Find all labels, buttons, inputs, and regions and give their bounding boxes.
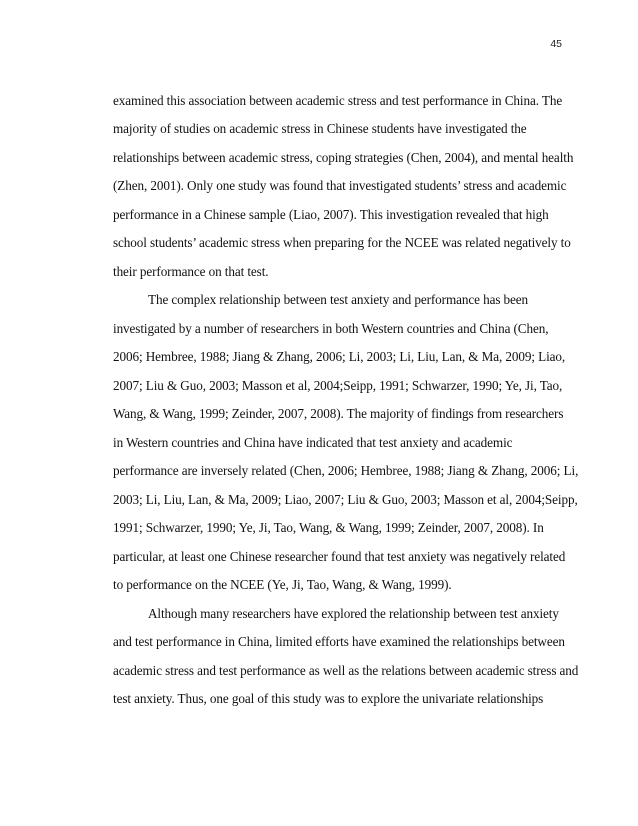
- text-line: and test performance in China, limited efforts have examined the relationships between: [113, 634, 565, 649]
- text-line: 2003; Li, Liu, Lan, & Ma, 2009; Liao, 2007; Liu & Guo, 2003; Masson et al, 2004;Seipp,: [113, 492, 578, 507]
- text-line: Although many researchers have explored the relationship between test anxiety: [148, 606, 559, 621]
- text-line: The complex relationship between test anxiety and performance has been: [148, 292, 529, 307]
- text-line: 2007; Liu & Guo, 2003; Masson et al, 2004;Seipp, 1991; Schwarzer, 1990; Ye, Ji, Tao,: [113, 378, 563, 393]
- page-number: 45: [550, 38, 562, 50]
- text-line: academic stress and test performance as well as the relations between academic stress and: [113, 663, 579, 678]
- text-line: in Western countries and China have indicated that test anxiety and academic: [113, 435, 513, 450]
- text-line: school students’ academic stress when preparing for the NCEE was related negatively to: [113, 235, 571, 250]
- text-line: Wang, & Wang, 1999; Zeinder, 2007, 2008). The majority of findings from researchers: [113, 406, 564, 421]
- text-line: majority of studies on academic stress in Chinese students have investigated the: [113, 121, 527, 136]
- text-line: particular, at least one Chinese researcher found that test anxiety was negatively related: [113, 549, 566, 564]
- text-line: 2006; Hembree, 1988; Jiang & Zhang, 2006; Li, 2003; Li, Liu, Lan, & Ma, 2009; Liao,: [113, 349, 566, 364]
- text-line: performance in a Chinese sample (Liao, 2007). This investigation revealed that high: [113, 207, 549, 222]
- text-line: relationships between academic stress, coping strategies (Chen, 2004), and mental health: [113, 150, 574, 165]
- text-line: their performance on that test.: [113, 264, 269, 279]
- text-line: test anxiety. Thus, one goal of this study was to explore the univariate relationships: [113, 691, 544, 706]
- text-line: 1991; Schwarzer, 1990; Ye, Ji, Tao, Wang, & Wang, 1999; Zeinder, 2007, 2008). In: [113, 520, 544, 535]
- text-line: performance are inversely related (Chen, 2006; Hembree, 1988; Jiang & Zhang, 2006; Li,: [113, 463, 579, 478]
- text-line: investigated by a number of researchers in both Western countries and China (Chen,: [113, 321, 549, 336]
- text-line: examined this association between academic stress and test performance in China. The: [113, 93, 563, 108]
- text-line: to performance on the NCEE (Ye, Ji, Tao, Wang, & Wang, 1999).: [113, 577, 452, 592]
- text-line: (Zhen, 2001). Only one study was found that investigated students’ stress and academic: [113, 178, 567, 193]
